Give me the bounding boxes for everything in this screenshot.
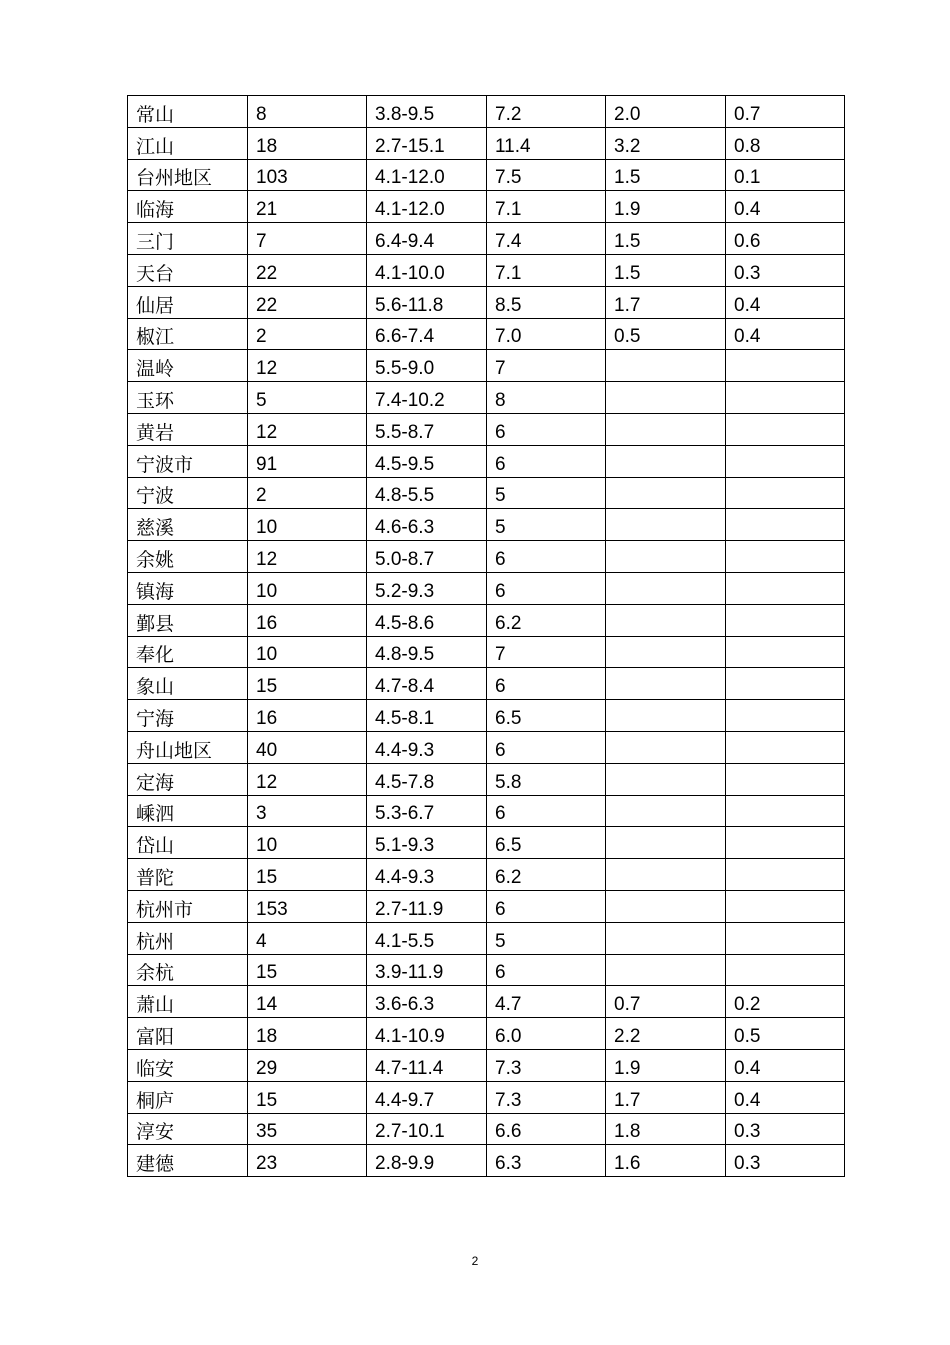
table-cell <box>606 890 726 922</box>
table-cell <box>606 509 726 541</box>
table-cell: 6.5 <box>487 827 606 859</box>
table-cell: 7.5 <box>487 159 606 191</box>
table-cell: 22 <box>248 254 367 286</box>
table-cell: 4.5-8.6 <box>367 604 487 636</box>
table-cell: 7.3 <box>487 1049 606 1081</box>
table-cell: 5.6-11.8 <box>367 286 487 318</box>
table-cell: 35 <box>248 1113 367 1145</box>
table-cell: 1.5 <box>606 254 726 286</box>
region-name-cell: 镇海 <box>128 572 248 604</box>
table-cell: 0.8 <box>726 127 845 159</box>
table-cell: 0.5 <box>606 318 726 350</box>
table-cell: 6.5 <box>487 700 606 732</box>
table-row <box>128 509 845 541</box>
table-row <box>128 286 845 318</box>
table-cell: 6 <box>487 541 606 573</box>
table-cell: 7 <box>487 636 606 668</box>
table-cell: 3 <box>248 795 367 827</box>
table-row <box>128 1018 845 1050</box>
table-cell: 10 <box>248 636 367 668</box>
region-name-cell: 余杭 <box>128 954 248 986</box>
table-cell: 0.4 <box>726 1049 845 1081</box>
table-row <box>128 859 845 891</box>
table-cell: 5.5-9.0 <box>367 350 487 382</box>
table-cell: 4.1-10.9 <box>367 1018 487 1050</box>
table-cell <box>726 445 845 477</box>
table-cell: 0.1 <box>726 159 845 191</box>
table-cell: 18 <box>248 1018 367 1050</box>
table-cell <box>726 413 845 445</box>
table-cell: 5.8 <box>487 763 606 795</box>
table-cell: 5.0-8.7 <box>367 541 487 573</box>
region-name-cell: 仙居 <box>128 286 248 318</box>
table-cell: 4.4-9.3 <box>367 731 487 763</box>
page-number: 2 <box>471 1254 479 1268</box>
region-name-cell: 黄岩 <box>128 413 248 445</box>
table-cell <box>606 572 726 604</box>
table-row <box>128 127 845 159</box>
table-cell <box>606 763 726 795</box>
region-name-cell: 临海 <box>128 191 248 223</box>
table-cell: 3.6-6.3 <box>367 986 487 1018</box>
table-cell <box>726 382 845 414</box>
region-name-cell: 台州地区 <box>128 159 248 191</box>
table-cell: 0.5 <box>726 1018 845 1050</box>
table-row <box>128 413 845 445</box>
table-cell <box>726 795 845 827</box>
region-name-cell: 建德 <box>128 1145 248 1177</box>
table-cell <box>606 700 726 732</box>
table-cell: 22 <box>248 286 367 318</box>
table-cell: 0.6 <box>726 223 845 255</box>
table-cell: 4.7 <box>487 986 606 1018</box>
table-row <box>128 477 845 509</box>
table-cell: 6.4-9.4 <box>367 223 487 255</box>
table-cell: 4.5-7.8 <box>367 763 487 795</box>
table-cell: 0.2 <box>726 986 845 1018</box>
table-cell: 6 <box>487 731 606 763</box>
table-cell <box>606 604 726 636</box>
table-cell: 6 <box>487 795 606 827</box>
table-cell: 7.4-10.2 <box>367 382 487 414</box>
table-cell: 5.1-9.3 <box>367 827 487 859</box>
table-cell <box>726 859 845 891</box>
table-cell <box>606 827 726 859</box>
table-cell <box>606 445 726 477</box>
table-row <box>128 572 845 604</box>
region-name-cell: 富阳 <box>128 1018 248 1050</box>
table-row <box>128 700 845 732</box>
table-cell <box>606 413 726 445</box>
table-cell: 3.2 <box>606 127 726 159</box>
table-row <box>128 922 845 954</box>
table-row <box>128 1081 845 1113</box>
table-cell: 91 <box>248 445 367 477</box>
table-cell: 6.3 <box>487 1145 606 1177</box>
table-row <box>128 223 845 255</box>
table-row <box>128 191 845 223</box>
table-cell: 7.1 <box>487 191 606 223</box>
table-cell: 14 <box>248 986 367 1018</box>
table-row <box>128 541 845 573</box>
region-name-cell: 宁海 <box>128 700 248 732</box>
table-cell: 5 <box>487 509 606 541</box>
table-cell: 4.8-5.5 <box>367 477 487 509</box>
table-cell: 1.9 <box>606 191 726 223</box>
table-cell: 6.2 <box>487 859 606 891</box>
table-row <box>128 1049 845 1081</box>
table-cell <box>726 350 845 382</box>
region-name-cell: 常山 <box>128 96 248 128</box>
table-cell: 5 <box>487 477 606 509</box>
table-cell <box>606 795 726 827</box>
table-cell: 4.5-8.1 <box>367 700 487 732</box>
region-name-cell: 杭州市 <box>128 890 248 922</box>
table-cell: 6 <box>487 890 606 922</box>
table-row <box>128 795 845 827</box>
table-row <box>128 318 845 350</box>
table-cell <box>726 922 845 954</box>
table-cell <box>726 890 845 922</box>
table-cell <box>726 477 845 509</box>
table-cell <box>606 636 726 668</box>
region-name-cell: 玉环 <box>128 382 248 414</box>
region-name-cell: 宁波 <box>128 477 248 509</box>
table-cell: 7.4 <box>487 223 606 255</box>
region-name-cell: 嵊泗 <box>128 795 248 827</box>
region-name-cell: 江山 <box>128 127 248 159</box>
table-cell: 8.5 <box>487 286 606 318</box>
table-cell: 40 <box>248 731 367 763</box>
table-cell: 4.1-10.0 <box>367 254 487 286</box>
table-cell <box>606 731 726 763</box>
table-cell: 2.7-11.9 <box>367 890 487 922</box>
table-cell: 18 <box>248 127 367 159</box>
table-cell: 4.4-9.7 <box>367 1081 487 1113</box>
table-cell: 2.0 <box>606 96 726 128</box>
table-row <box>128 827 845 859</box>
table-cell <box>606 382 726 414</box>
table-cell: 4.1-5.5 <box>367 922 487 954</box>
region-name-cell: 临安 <box>128 1049 248 1081</box>
table-row <box>128 763 845 795</box>
region-name-cell: 温岭 <box>128 350 248 382</box>
table-cell <box>606 541 726 573</box>
table-cell: 4.4-9.3 <box>367 859 487 891</box>
table-cell: 2.8-9.9 <box>367 1145 487 1177</box>
table-row <box>128 890 845 922</box>
region-name-cell: 普陀 <box>128 859 248 891</box>
table-cell: 7.1 <box>487 254 606 286</box>
table-cell: 6 <box>487 572 606 604</box>
table-cell <box>726 731 845 763</box>
table-cell <box>726 604 845 636</box>
table-row <box>128 1113 845 1145</box>
table-cell: 4.1-12.0 <box>367 159 487 191</box>
table-cell: 21 <box>248 191 367 223</box>
table-row <box>128 1145 845 1177</box>
table-cell: 15 <box>248 1081 367 1113</box>
table-cell: 8 <box>248 96 367 128</box>
table-cell <box>726 954 845 986</box>
table-cell: 6 <box>487 445 606 477</box>
table-row <box>128 731 845 763</box>
table-cell <box>726 668 845 700</box>
table-cell: 10 <box>248 509 367 541</box>
table-cell: 6 <box>487 954 606 986</box>
table-cell <box>606 922 726 954</box>
table-row <box>128 159 845 191</box>
table-cell: 4 <box>248 922 367 954</box>
table-cell: 0.7 <box>726 96 845 128</box>
data-table <box>127 95 845 1177</box>
table-cell: 4.6-6.3 <box>367 509 487 541</box>
region-name-cell: 象山 <box>128 668 248 700</box>
table-row <box>128 636 845 668</box>
table-cell: 2.7-15.1 <box>367 127 487 159</box>
table-cell: 0.4 <box>726 318 845 350</box>
table-cell: 15 <box>248 668 367 700</box>
region-name-cell: 鄞县 <box>128 604 248 636</box>
table-cell <box>606 954 726 986</box>
table-cell: 7 <box>248 223 367 255</box>
table-cell: 6 <box>487 668 606 700</box>
region-name-cell: 桐庐 <box>128 1081 248 1113</box>
region-name-cell: 天台 <box>128 254 248 286</box>
region-name-cell: 椒江 <box>128 318 248 350</box>
region-name-cell: 三门 <box>128 223 248 255</box>
table-cell: 4.5-9.5 <box>367 445 487 477</box>
table-cell: 5.2-9.3 <box>367 572 487 604</box>
table-cell <box>726 636 845 668</box>
table-cell <box>606 859 726 891</box>
table-cell <box>726 700 845 732</box>
table-cell: 6.0 <box>487 1018 606 1050</box>
table-cell: 0.3 <box>726 1113 845 1145</box>
region-name-cell: 舟山地区 <box>128 731 248 763</box>
table-cell: 10 <box>248 827 367 859</box>
table-cell: 11.4 <box>487 127 606 159</box>
table-cell: 6.2 <box>487 604 606 636</box>
table-cell: 4.1-12.0 <box>367 191 487 223</box>
table-cell: 0.3 <box>726 1145 845 1177</box>
table-cell: 12 <box>248 413 367 445</box>
table-cell: 103 <box>248 159 367 191</box>
table-cell: 5.5-8.7 <box>367 413 487 445</box>
table-cell: 7 <box>487 350 606 382</box>
table-cell: 5.3-6.7 <box>367 795 487 827</box>
table-cell: 4.7-11.4 <box>367 1049 487 1081</box>
table-cell: 1.8 <box>606 1113 726 1145</box>
region-name-cell: 余姚 <box>128 541 248 573</box>
table-cell: 5 <box>487 922 606 954</box>
table-cell <box>726 827 845 859</box>
region-name-cell: 淳安 <box>128 1113 248 1145</box>
table-cell: 153 <box>248 890 367 922</box>
table-row <box>128 668 845 700</box>
table-row <box>128 986 845 1018</box>
table-row <box>128 96 845 128</box>
table-cell: 0.3 <box>726 254 845 286</box>
table-cell: 1.5 <box>606 159 726 191</box>
region-name-cell: 慈溪 <box>128 509 248 541</box>
table-cell: 15 <box>248 859 367 891</box>
table-cell <box>726 572 845 604</box>
table-body <box>128 96 845 1177</box>
table-cell: 0.4 <box>726 286 845 318</box>
table-cell: 12 <box>248 350 367 382</box>
table-cell: 1.6 <box>606 1145 726 1177</box>
table-cell: 2 <box>248 477 367 509</box>
table-row <box>128 254 845 286</box>
table-cell: 12 <box>248 763 367 795</box>
table-cell: 12 <box>248 541 367 573</box>
table-row <box>128 954 845 986</box>
table-cell: 3.9-11.9 <box>367 954 487 986</box>
table-cell: 15 <box>248 954 367 986</box>
table-cell: 5 <box>248 382 367 414</box>
table-cell: 6 <box>487 413 606 445</box>
table-row <box>128 350 845 382</box>
table-cell <box>606 477 726 509</box>
table-cell: 23 <box>248 1145 367 1177</box>
table-cell <box>606 350 726 382</box>
region-name-cell: 奉化 <box>128 636 248 668</box>
table-cell: 8 <box>487 382 606 414</box>
table-cell: 1.9 <box>606 1049 726 1081</box>
table-cell: 2.7-10.1 <box>367 1113 487 1145</box>
table-cell: 0.4 <box>726 191 845 223</box>
region-name-cell: 岱山 <box>128 827 248 859</box>
table-row <box>128 382 845 414</box>
region-name-cell: 宁波市 <box>128 445 248 477</box>
table-cell: 2 <box>248 318 367 350</box>
table-cell: 7.0 <box>487 318 606 350</box>
table-row <box>128 604 845 636</box>
table-cell: 1.7 <box>606 1081 726 1113</box>
table-cell: 10 <box>248 572 367 604</box>
table-cell: 16 <box>248 604 367 636</box>
table-cell: 0.7 <box>606 986 726 1018</box>
table-cell: 6.6-7.4 <box>367 318 487 350</box>
table-cell: 4.7-8.4 <box>367 668 487 700</box>
table-cell: 1.5 <box>606 223 726 255</box>
table-cell: 7.2 <box>487 96 606 128</box>
table-cell: 7.3 <box>487 1081 606 1113</box>
table-cell <box>726 541 845 573</box>
table-cell: 29 <box>248 1049 367 1081</box>
table-cell: 3.8-9.5 <box>367 96 487 128</box>
table-cell: 1.7 <box>606 286 726 318</box>
table-cell <box>606 668 726 700</box>
table-cell <box>726 763 845 795</box>
table-cell: 16 <box>248 700 367 732</box>
region-name-cell: 萧山 <box>128 986 248 1018</box>
table-cell: 2.2 <box>606 1018 726 1050</box>
table-cell: 6.6 <box>487 1113 606 1145</box>
region-name-cell: 杭州 <box>128 922 248 954</box>
region-name-cell: 定海 <box>128 763 248 795</box>
table-cell: 4.8-9.5 <box>367 636 487 668</box>
table-row <box>128 445 845 477</box>
table-cell: 0.4 <box>726 1081 845 1113</box>
table-cell <box>726 509 845 541</box>
